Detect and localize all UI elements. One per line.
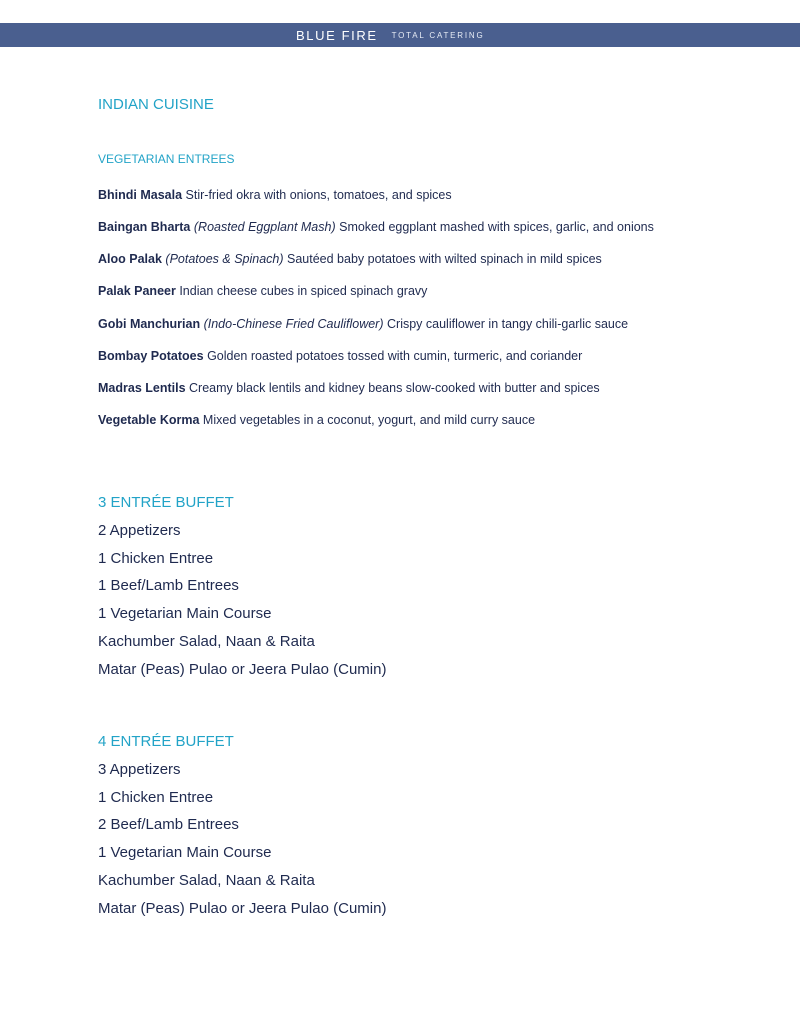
buffet-line: Kachumber Salad, Naan & Raita [98, 633, 315, 650]
buffet-line: 1 Vegetarian Main Course [98, 605, 272, 622]
menu-item-name: Baingan Bharta [98, 220, 191, 234]
menu-item [98, 381, 600, 395]
menu-item [98, 220, 654, 234]
menu-item-alt-name: (Indo-Chinese Fried Cauliflower) [203, 317, 384, 331]
menu-item [98, 284, 427, 298]
buffet-4-title: 4 ENTRÉE BUFFET [98, 733, 234, 750]
menu-item [98, 349, 582, 363]
buffet-line: 2 Beef/Lamb Entrees [98, 816, 239, 833]
cuisine-title: INDIAN CUISINE [98, 96, 214, 113]
menu-item-alt-name: (Potatoes & Spinach) [165, 252, 284, 266]
buffet-line: 1 Chicken Entree [98, 550, 214, 567]
brand-tagline: TOTAL CATERING [391, 30, 485, 40]
menu-item-description: Golden roasted potatoes tossed with cumin, turmeric, and coriander [207, 349, 583, 363]
menu-item [98, 252, 602, 266]
menu-item [98, 188, 452, 202]
menu-item-description: Creamy black lentils and kidney beans slow-cooked with butter and spices [189, 381, 600, 395]
menu-item-description: Indian cheese cubes in spiced spinach gravy [179, 284, 428, 298]
menu-item-description: Crispy cauliflower in tangy chili-garlic sauce [387, 317, 629, 331]
buffet-line: Matar (Peas) Pulao or Jeera Pulao (Cumin) [98, 661, 387, 678]
menu-item-alt-name: (Roasted Eggplant Mash) [193, 220, 336, 234]
menu-item [98, 413, 535, 427]
buffet-line: Kachumber Salad, Naan & Raita [98, 872, 315, 889]
buffet-line: 2 Appetizers [98, 522, 181, 539]
menu-item-name: Gobi Manchurian [98, 317, 201, 331]
header-bar [0, 23, 800, 47]
buffet-line: 1 Vegetarian Main Course [98, 844, 272, 861]
menu-item-name: Vegetable Korma [98, 413, 200, 427]
buffet-line: 3 Appetizers [98, 761, 181, 778]
menu-item-name: Bombay Potatoes [98, 349, 204, 363]
buffet-line: 1 Beef/Lamb Entrees [98, 577, 239, 594]
menu-item-name: Madras Lentils [98, 381, 186, 395]
vegetarian-entrees-title: VEGETARIAN ENTREES [98, 152, 235, 166]
menu-item-description: Stir-fried okra with onions, tomatoes, and spices [185, 188, 452, 202]
brand-name: BLUE FIRE [296, 27, 378, 43]
buffet-line: Matar (Peas) Pulao or Jeera Pulao (Cumin) [98, 900, 387, 917]
menu-item-name: Palak Paneer [98, 284, 176, 298]
menu-item [98, 317, 628, 331]
buffet-line: 1 Chicken Entree [98, 789, 214, 806]
menu-item-description: Sautéed baby potatoes with wilted spinach in mild spices [287, 252, 602, 266]
menu-item-name: Aloo Palak [98, 252, 162, 266]
menu-item-description: Smoked eggplant mashed with spices, garlic, and onions [339, 220, 654, 234]
buffet-3-title: 3 ENTRÉE BUFFET [98, 494, 234, 511]
menu-item-name: Bhindi Masala [98, 188, 183, 202]
brand [296, 23, 485, 47]
menu-item-description: Mixed vegetables in a coconut, yogurt, and mild curry sauce [202, 413, 536, 427]
